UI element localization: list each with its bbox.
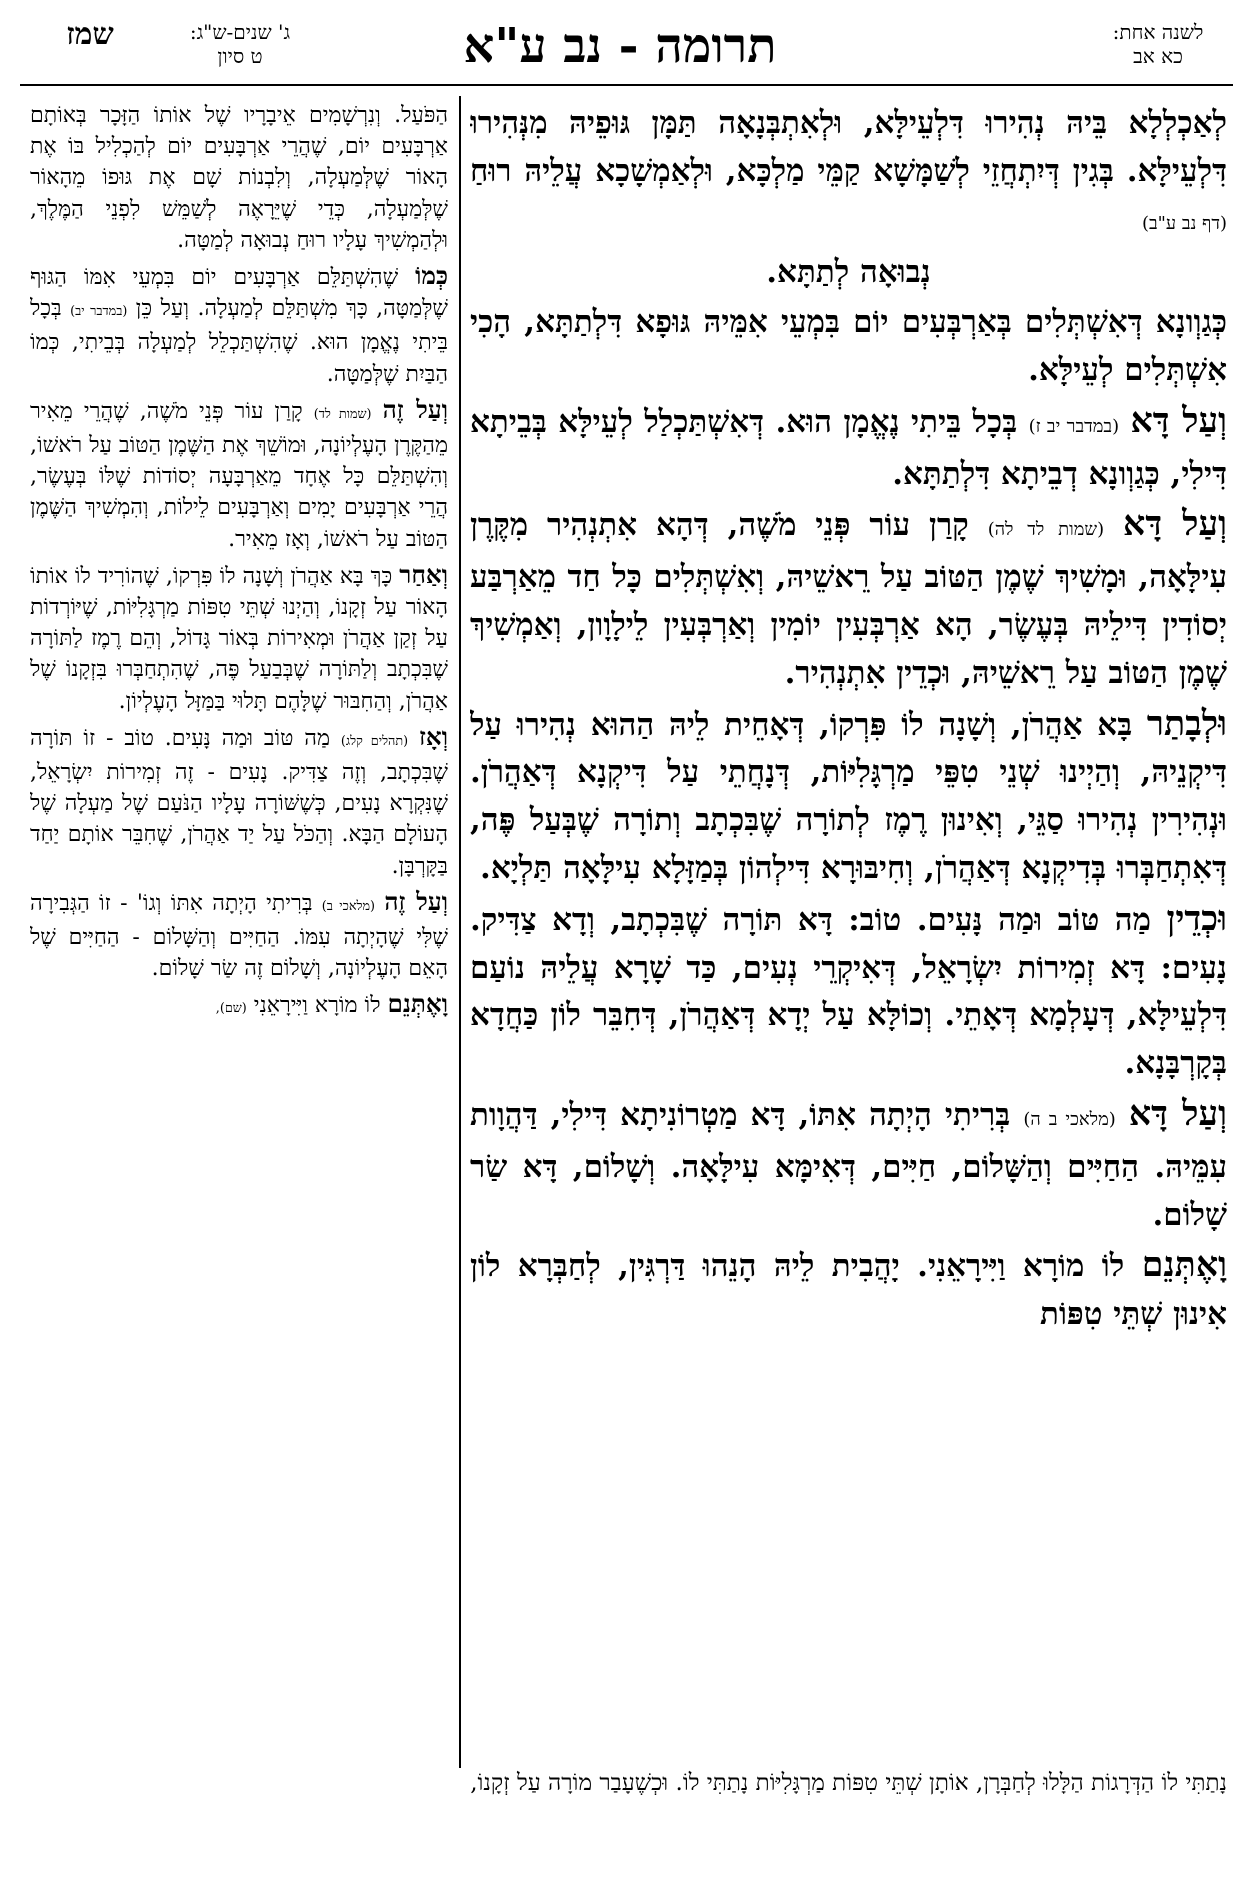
citation: (מלאכי ב ה) <box>1023 1108 1116 1130</box>
side-paragraph-6: וְעַל זֶה (מלאכי ב) בְּרִיתִי הָיְתָה אִתּוֹ וְגוֹ' - זוֹ הַגְּבִירָה שֶׁלִּי שֶׁהָיְתָה עִמּוֹ. הַחַיִּים וְהַשָּׁלוֹם - הַחַיִּים שֶׁל הָאֵם הָעֶלְיוֹנָה, וְשָׁלוֹם זֶה שַׂר שָׁלוֹם. <box>30 886 448 982</box>
paragraph-lead: וְאָז <box>419 721 448 751</box>
paragraph-lead: וּלְבָתַר <box>1146 702 1227 744</box>
paragraph-lead: וּכְדֵין <box>1166 897 1227 939</box>
paragraph-lead: כְּמוֹ <box>415 261 448 291</box>
aramaic-text-column <box>470 100 1227 1765</box>
citation: (דף נב ע"ב) <box>1142 212 1227 234</box>
paragraph-lead: וְעַל דָּא <box>1128 1092 1227 1134</box>
three-year-schedule-label <box>160 20 320 68</box>
paragraph-lead: וְעַל דָּא <box>1130 399 1227 441</box>
three-year-cycle-label: ג' שנים-ש"ג: <box>189 20 291 44</box>
yearly-cycle-label: לשנה אחת: <box>1112 20 1204 44</box>
hebrew-translation-column <box>30 100 448 1765</box>
paragraph-lead: וָאֶתְּנֵם <box>387 989 448 1019</box>
page-number: שמז <box>66 17 114 52</box>
main-paragraph-2: כְּגַוְונָא דְּאִשְׁתְּלִים בְּאַרְבְּעִים יוֹם בִּמְעֵי אִמֵּיהּ גּוּפָא דִּלְתַתָּא, הָכִי אִשְׁתְּלִים לְעֵילָּא. <box>470 304 1227 388</box>
citation: (מלאכי ב) <box>321 898 376 914</box>
yearly-schedule-label <box>1093 20 1223 68</box>
header-divider <box>20 84 1233 86</box>
side-paragraph-5: וְאָז (תהלים קלג) מַה טּוֹב וּמַה נָּעִים. טוֹב - זוֹ תּוֹרָה שֶׁבִּכְתָב, וְזֶה צַדִּיק. נָעִים - זֶה זְמִירוֹת יִשְׂרָאֵל, שֶׁנִּקְרָא נָעִים, כְּשֶׁשּׁוֹרָה עָלָיו הַנֹּעַם שֶׁל מַעְלָה שֶׁל הָעוֹלָם הַבָּא. וְהַכֹּל עַל יַד אַהֲרֹן, שֶׁחִבֵּר אוֹתָם יַחַד בַּקָּרְבָּן. <box>30 721 448 879</box>
main-paragraph-7: וְעַל דָּא (מלאכי ב ה) בְּרִיתִי הָיְתָה אִתּוֹ, דָּא מַטְרוֹנִיתָא דִּילִי, דַּהֲוָות עִמֵּיהּ. הַחַיִּים וְהַשָּׁלוֹם, חַיִּים, דְּאִימָּא עִילָּאָה. וְשָׁלוֹם, דָּא שַׂר שָׁלוֹם. <box>470 1092 1227 1233</box>
citation: (שמות לד לה) <box>987 519 1105 541</box>
yearly-cycle-date: כא אב <box>1133 44 1183 68</box>
citation: (תהלים קלג) <box>340 733 409 749</box>
side-paragraph-4: וְאַחַר כָּךְ בָּא אַהֲרֹן וְשָׁנָה לוֹ פִּרְקוֹ, שֶׁהוֹרִיד לוֹ אוֹתוֹ הָאוֹר עַל זְקָנוֹ, וְהַיְנוּ שְׁתֵּי טִפּוֹת מַרְגָּלִיּוֹת, שֶׁיּוֹרְדוֹת עַל זְקַן אַהֲרֹן וּמְאִירוֹת בְּאוֹר גָּדוֹל, וְהֵם רֶמֶז לַתּוֹרָה שֶׁבִּכְתָב וְלַתּוֹרָה שֶׁבְּבַעַל פֶּה, שֶׁהִתְחַבְּרוּ בִּזְקָנוֹ שֶׁל אַהֲרֹן, וְהַחִבּוּר שֶׁלָּהֶם תָּלוּי בַּמַּזָּל הָעֶלְיוֹן. <box>30 559 448 714</box>
column-divider <box>459 96 461 1768</box>
continuation-footer-line: נָתַתִּי לוֹ הַדְּרָגוֹת הַלָּלוּ לְחַבְּרָן, אוֹתָן שְׁתֵּי טִפּוֹת מַרְגָּלִיּוֹת נָתַתִּי לוֹ. וּכְשֶׁעָבַר מוֹרָה עַל זְקָנוֹ, <box>470 1770 1227 1796</box>
paragraph-lead: וְעַל זֶה <box>382 394 448 424</box>
main-paragraph-4: וְעַל דָּא (שמות לד לה) קָרַן עוֹר פְּנֵי מֹשֶׁה, דְּהָא אִתְנְהִיר מִקֶּרֶן עִילָּאָה, וּמָשִׁיךְ שֶׁמֶן הַטּוֹב עַל רֵאשֵׁיהּ, וְאִשְׁתְּלִים כָּל חַד מֵאַרְבַּע יְסוֹדִין דִּילֵיהּ בְּעֶשֶׂר, הָא אַרְבְּעִין יוֹמִין וְאַרְבְּעִין לֵילָוָון, וְאַמְשִׁיךְ שֶׁמֶן הַטּוֹב עַל רֵאשֵׁיהּ, וּכְדֵין אִתְנְהִיר. <box>470 503 1227 691</box>
side-paragraph-1: הַפֹּעַל. וְנִרְשָׁמִים אֵיבָרָיו שֶׁל אוֹתוֹ הַזָּכָר בְּאוֹתָם אַרְבָּעִים יוֹם, שֶׁהֲרֵי אַרְבָּעִים יוֹם לְהַכְלִיל בּוֹ אֶת הָאוֹר שֶׁלְּמַעְלָה, וְלִבְנוֹת שָׁם אֶת גּוּפוֹ מֵהָאוֹר שֶׁלְּמַעְלָה, כְּדֵי שֶׁיֵּרָאֶה לְשַׁמֵּשׁ לִפְנֵי הַמֶּלֶךְ, וּלְהַמְשִׁיךְ עָלָיו רוּחַ נְבוּאָה לְמַטָּה. <box>30 103 448 253</box>
main-paragraph-3: וְעַל דָּא (במדבר יב ז) בְּכָל בֵּיתִי נֶאֱמָן הוּא. דְּאִשְׁתַּכְלַל לְעֵילָּא בְּבֵיתָא דִּילִי, כְּגַוְונָא דְבֵיתָא דִּלְתַתָּא. <box>470 399 1227 492</box>
side-paragraph-7: וָאֶתְּנֵם לוֹ מוֹרָא וַיִּירָאֵנִי (שם), <box>215 989 448 1019</box>
three-year-cycle-date: ט סיון <box>217 44 263 68</box>
citation: (במדבר יב ז) <box>1028 415 1120 437</box>
main-paragraph-5: וּלְבָתַר בָּא אַהֲרֹן, וְשָׁנָה לוֹ פִּרְקוֹ, דְּאָחֵית לֵיהּ הַהוּא נְהִירוּ עַל דִּיקְנֵיהּ, וְהַיְינוּ שְׁנֵי טִפֵּי מַרְגָּלִיּוֹת, דְּנָחֲתֵי עַל דִּיקְנָא דְּאַהֲרֹן. וּנְהִירִין נְהִירוּ סַגֵּי, וְאִינוּן רֶמֶז לְתוֹרָה שֶׁבִּכְתָב וְתוֹרָה שֶׁבְּעַל פֶּה, דְּאִתְחַבְּרוּ בְּדִיקְנָא דְּאַהֲרֹן, וְחִיבּוּרָא דִּילְהוֹן בְּמַזָּלָא עִילָּאָה תַּלְיָא. <box>470 702 1227 886</box>
main-paragraph-1: לְאַכְלְלָא בֵּיהּ נְהִירוּ דִּלְעֵילָּא, וּלְאִתְבְּנָאָה תַּמָּן גּוּפֵיהּ מִנְּהִירוּ דִּלְעֵילָּא. בְּגִין דְּיִתְחֲזֵי לְשַׁמָּשָׁא קַמֵּי מַלְכָּא, וּלְאַמְשָׁכָא עֲלֵיהּ רוּחַ (דף נב ע"ב) <box>470 105 1227 234</box>
citation: (שם), <box>215 1001 247 1017</box>
main-paragraph-8: וָאֶתְּנֵם לוֹ מוֹרָא וַיִּירָאֵנִי. יָהֲבִית לֵיהּ הָנֵהוּ דַּרְגִּין, לְחַבְּרָא לוֹן אִינוּן שְׁתֵּי טִפּוֹת <box>470 1244 1227 1333</box>
paragraph-lead: וְעַל דָּא <box>1123 503 1227 545</box>
side-paragraph-3: וְעַל זֶה (שמות לד) קָרַן עוֹר פְּנֵי מֹשֶׁה, שֶׁהֲרֵי מֵאִיר מֵהַקֶּרֶן הָעֶלְיוֹנָה, וּמוֹשֵׁךְ אֶת הַשֶּׁמֶן הַטּוֹב עַל רֹאשׁוֹ, וְהִשְׁתַּלֵּם כָּל אֶחָד מֵאַרְבָּעָה יְסוֹדוֹת שֶׁלּוֹ בְּעֶשֶׂר, הֲרֵי אַרְבָּעִים יָמִים וְאַרְבָּעִים לֵילוֹת, וְהִמְשִׁיךְ הַשֶּׁמֶן הַטּוֹב עַל רֹאשׁוֹ, וְאָז מֵאִיר. <box>30 394 448 552</box>
paragraph-lead: וָאֶתְּנֵם <box>1141 1244 1227 1286</box>
citation: (במדבר יב) <box>70 304 128 320</box>
main-paragraph-6: וּכְדֵין מַה טּוֹב וּמַה נָּעִים. טוֹב: דָּא תּוֹרָה שֶׁבִּכְתָב, וְדָא צַדִּיק. נָעִים: דָּא זְמִירוֹת יִשְׂרָאֵל, דְּאִיקְרֵי נְעִים, כַּד שָׁרָא עֲלֵיהּ נוֹעַם דִּלְעֵילָּא, דְּעָלְמָא דְּאָתֵי. וְכוֹלָּא עַל יְדָא דְּאַהֲרֹן, דְּחִבֵּר לוֹן כַּחֲדָא בְּקָרְבָּנָא. <box>470 897 1227 1082</box>
page-title: תרומה - נב ע"א <box>463 18 777 74</box>
side-paragraph-2: כְּמוֹ שֶׁהִשְׁתַּלֵּם אַרְבָּעִים יוֹם בִּמְעֵי אִמּוֹ הַגּוּף שֶׁלְּמַטָּה, כָּךְ מִשְׁתַּלֵּם לְמַעְלָה. וְעַל כֵּן (במדבר יב) בְּכָל בֵּיתִי נֶאֱמָן הוּא. שֶׁהִשְׁתַּכְלֵל לְמַעְלָה בְּבֵיתִי, כְּמוֹ הַבַּיִת שֶׁלְּמַטָּה. <box>30 261 448 387</box>
citation: (שמות לד) <box>313 406 372 422</box>
paragraph-lead: וְאַחַר <box>399 559 448 589</box>
paragraph-lead: וְעַל זֶה <box>384 886 448 916</box>
page-header <box>20 14 1233 76</box>
main-paragraph-1-end: נְבוּאָה לְתַתָּא. <box>766 254 931 291</box>
